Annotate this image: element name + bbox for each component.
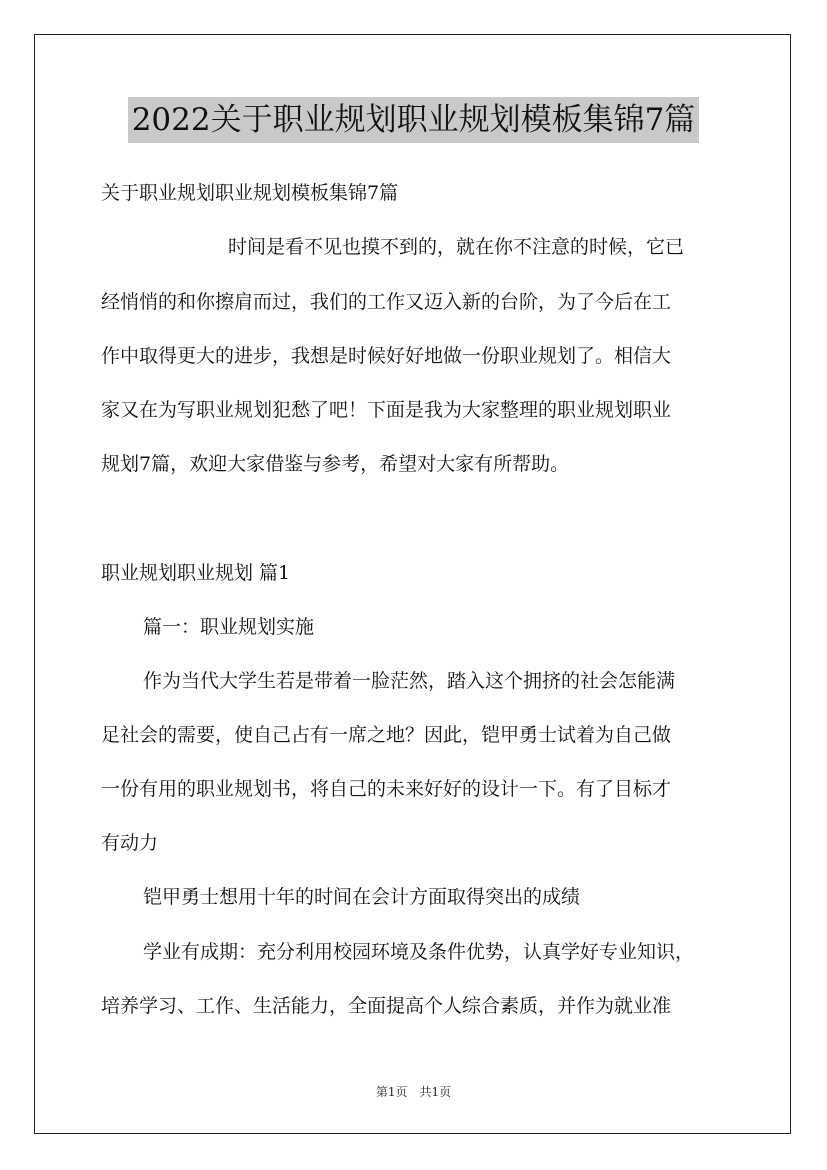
paragraph-line: 培养学习、工作、生活能力，全面提高个人综合素质，并作为就业准	[101, 995, 672, 1017]
intro-line: 经悄悄的和你擦肩而过，我们的工作又迈入新的台阶，为了今后在工	[101, 291, 672, 313]
paragraph-line: 铠甲勇士想用十年的时间在会计方面取得突出的成绩	[143, 886, 581, 908]
subheading: 篇一：职业规划实施	[143, 616, 315, 638]
intro-line: 时间是看不见也摸不到的，就在你不注意的时候，它已	[228, 236, 685, 258]
paragraph-line: 作为当代大学生若是带着一脸茫然，踏入这个拥挤的社会怎能满	[143, 670, 676, 692]
intro-line: 作中取得更大的进步，我想是时候好好地做一份职业规划了。相信大	[101, 345, 672, 367]
paragraph-line: 一份有用的职业规划书，将自己的未来好好的设计一下。有了目标才	[101, 778, 672, 800]
intro-line: 家又在为写职业规划犯愁了吧！下面是我为大家整理的职业规划职业	[101, 399, 672, 421]
section-heading: 职业规划职业规划 篇1	[101, 562, 291, 584]
title-container	[0, 97, 827, 143]
paragraph-line: 学业有成期：充分利用校园环境及条件优势，认真学好专业知识，	[143, 941, 695, 963]
paragraph-line: 足社会的需要，使自己占有一席之地？因此，铠甲勇士试着为自己做	[101, 724, 672, 746]
page-footer: 第1页 共1页	[375, 1085, 452, 1099]
paragraph-line: 有动力	[101, 832, 159, 854]
intro-line: 规划7篇，欢迎大家借鉴与参考，希望对大家有所帮助。	[101, 453, 570, 475]
document-title: 2022关于职业规划职业规划模板集锦7篇	[128, 97, 700, 143]
document-subtitle: 关于职业规划职业规划模板集锦7篇	[101, 182, 399, 204]
